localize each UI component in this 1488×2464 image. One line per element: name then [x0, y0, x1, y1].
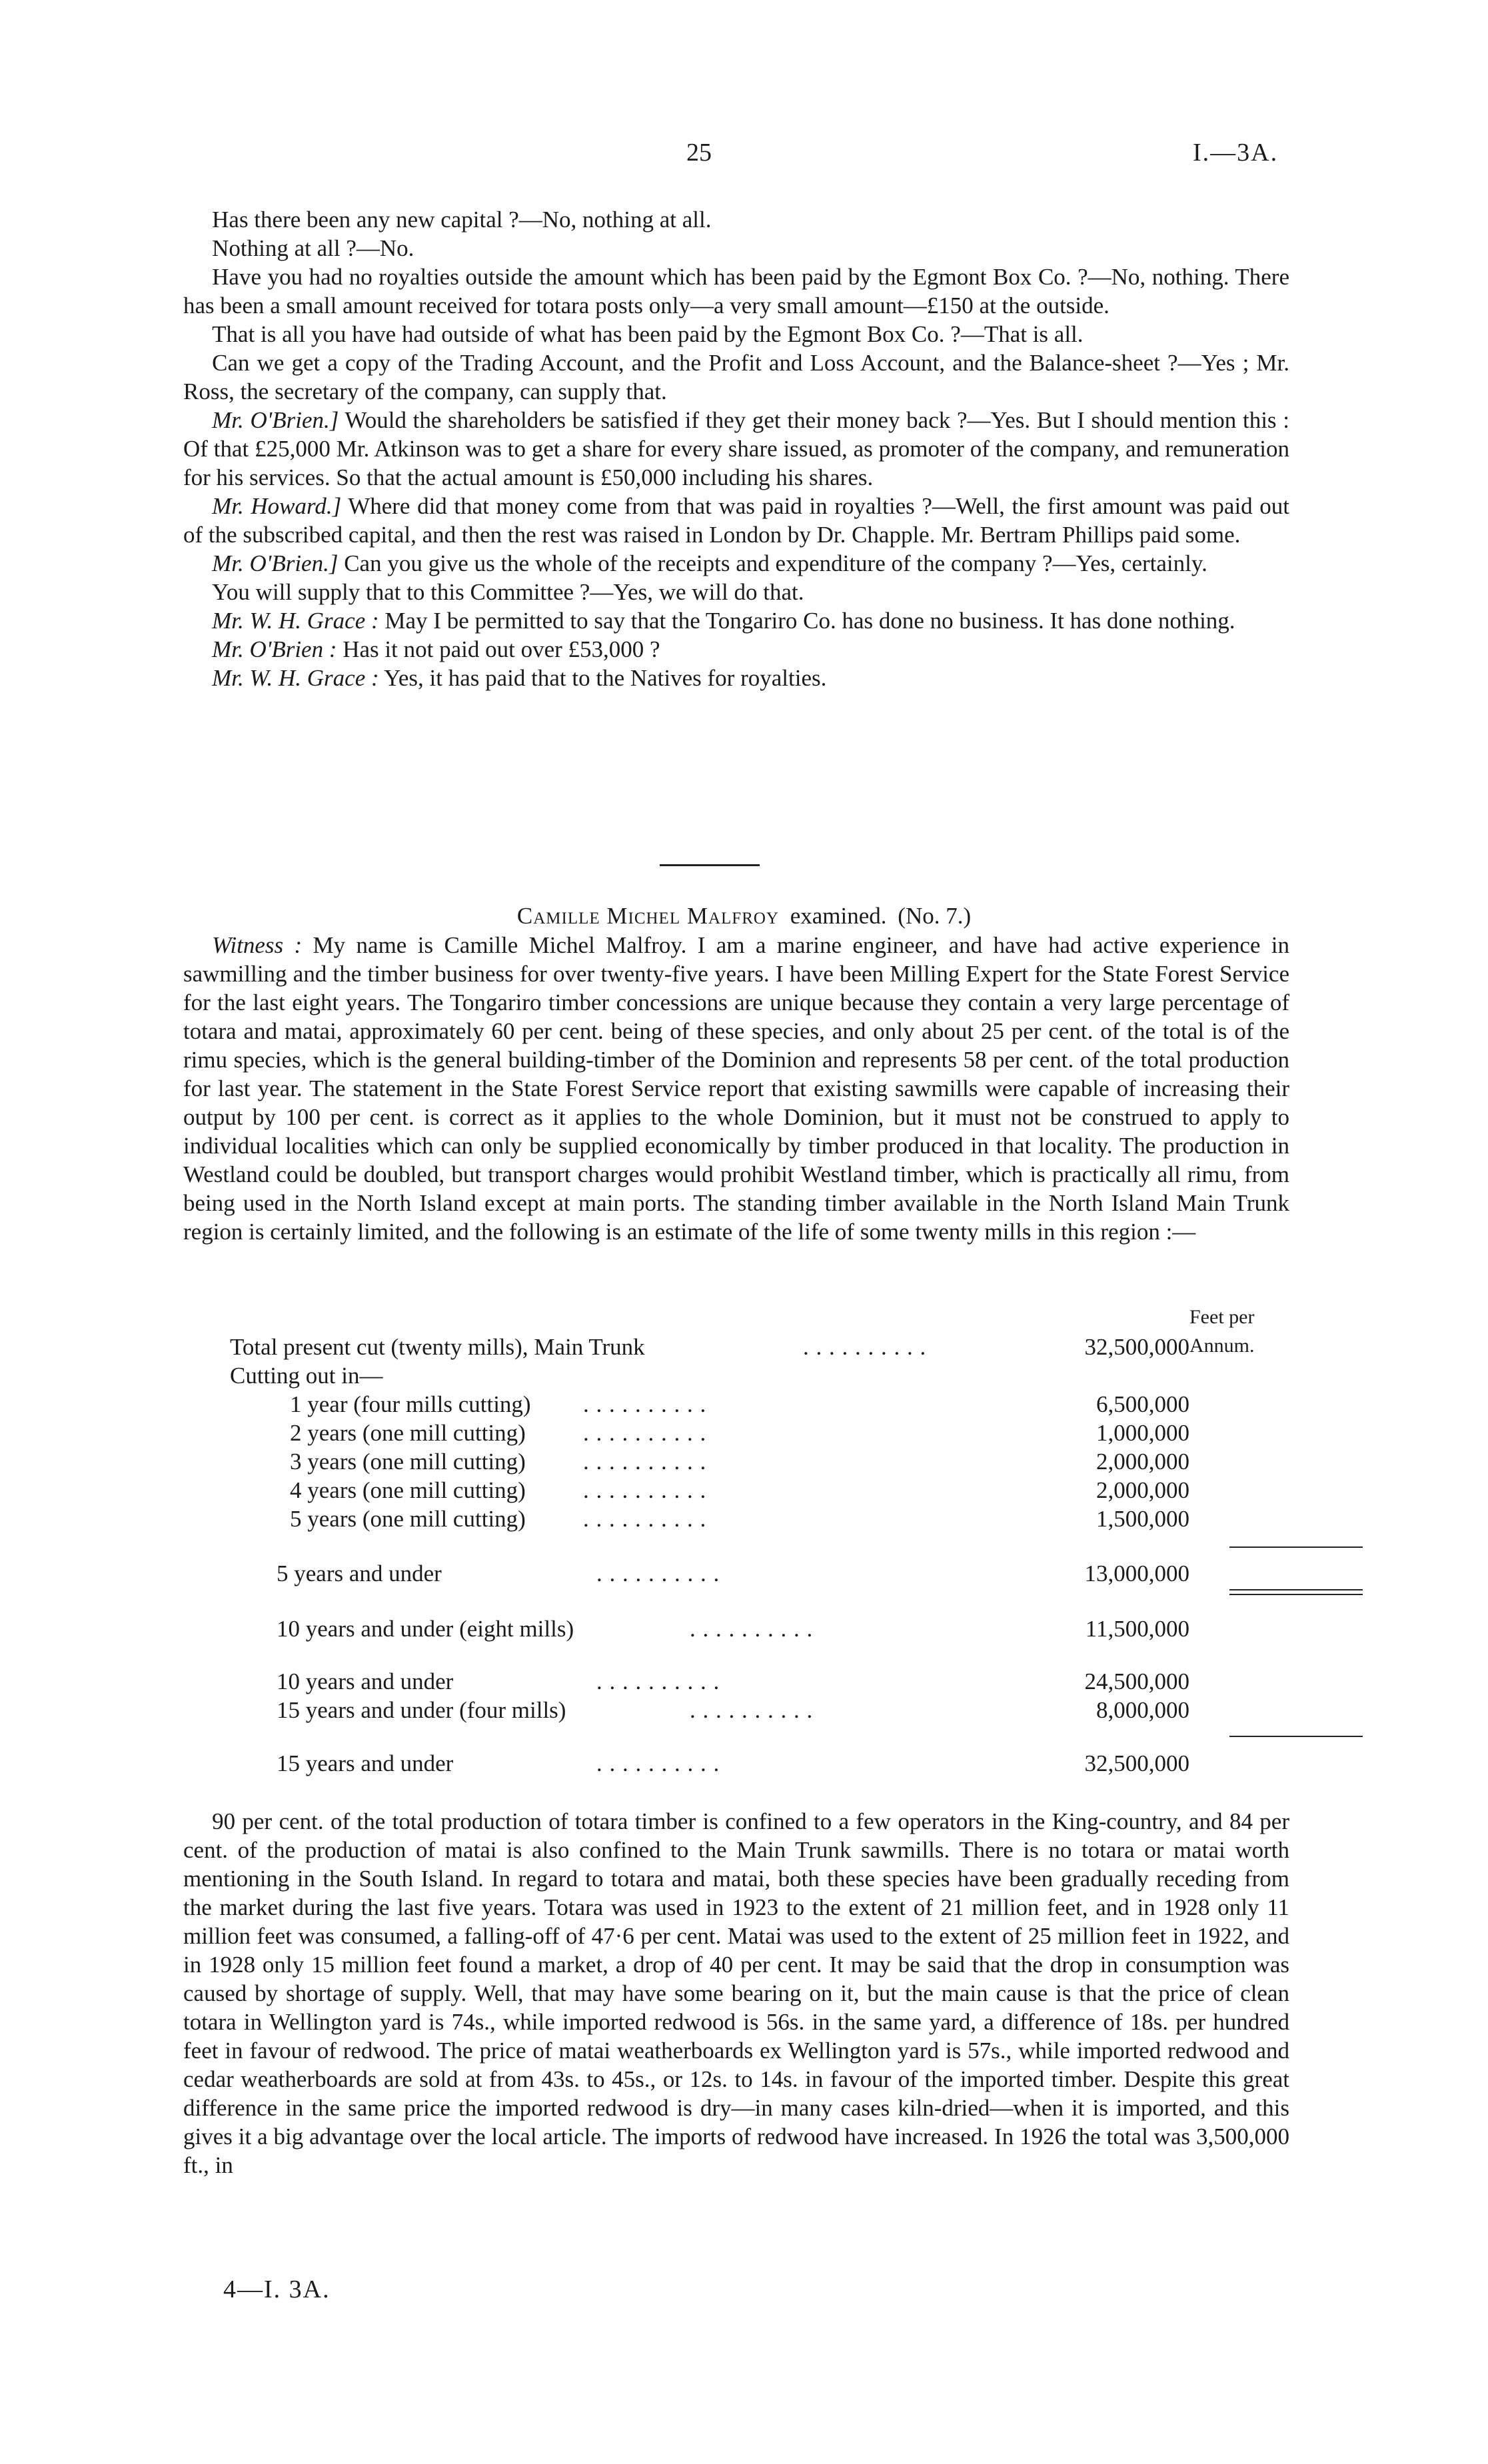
row-value: 6,500,000: [1096, 1391, 1189, 1417]
exchange-paragraph: [183, 406, 1289, 492]
row-label: 2 years (one mill cutting): [290, 1420, 526, 1446]
speaker: Mr. O'Brien :: [212, 636, 337, 662]
speech: Has it not paid out over £53,000 ?: [337, 636, 660, 662]
row-label: 5 years and under: [277, 1560, 442, 1586]
leader-dots: . . . . . . . . . .: [583, 1420, 707, 1446]
table-row: [183, 1614, 1289, 1643]
exchange-paragraph: [183, 664, 1289, 692]
table-row: [183, 1390, 1289, 1419]
row-label: Total present cut (twenty mills), Main Trunk: [230, 1334, 645, 1360]
sum-rule: [1229, 1546, 1363, 1548]
table-row: [183, 1559, 1289, 1588]
qa-line: Has there been any new capital ?—No, nothing at all.: [212, 207, 712, 233]
row-label: 5 years (one mill cutting): [290, 1506, 526, 1532]
row-value: 8,000,000: [1096, 1697, 1189, 1723]
speech: Would the shareholders be satisfied if they get their money back ?—Yes. But I should mention this : Of that £25,000 Mr. Atkinson was to get a share for every share issued, as promoter of the company, and remuneration for his services. So that the actual amount is £50,000 including his shares.: [183, 407, 1289, 490]
leader-dots: . . . . . . . . . .: [583, 1391, 707, 1417]
document-reference: I.—3A.: [1193, 139, 1279, 167]
speaker: Mr. Howard.]: [212, 493, 342, 519]
closing-paragraph: 90 per cent. of the total production of totara timber is confined to a few operators in the King-country, and 84 per cent. of the production of matai is also confined to the Main Trunk sawmills. There is no totara or matai worth mentioning in the South Island. In regard to totara and matai, both these species have been gradually receding from the market during the last five years. Totara was used in 1923 to the extent of 21 million feet, and in 1928 only 11 million feet was consumed, a falling-off of 47·6 per cent. Matai was used to the extent of 25 million feet in 1922, and in 1928 only 15 million feet found a market, a drop of 40 per cent. It may be said that the drop in consumption was caused by shortage of supply. Well, that may have some bearing on it, but the main cause is that the price of clean totara in Wellington yard is 74s., while imported redwood is 56s. in the same yard, a difference of 18s. per hundred feet in favour of redwood. The price of matai weatherboards ex Wellington yard is 57s., while imported redwood and cedar weatherboards are sold at from 43s. to 45s., or 12s. to 14s. in favour of the imported timber. Despite this great difference in the same price the imported redwood is dry—in many cases kiln-dried—when it is imported, and this gives it a big advantage over the local article. The imports of redwood have increased. In 1926 the total was 3,500,000 ft., in: [183, 1808, 1289, 2178]
qa-line: Nothing at all ?—No.: [212, 235, 414, 261]
table-row: [183, 1505, 1289, 1533]
table-unit-header: Feet per Annum.: [1189, 1306, 1255, 1357]
witness-name: Camille Michel Malfroy: [516, 903, 779, 929]
table-row: [183, 1333, 1289, 1361]
speech: You will supply that to this Committee ?—Yes, we will do that.: [212, 579, 804, 605]
row-label: Cutting out in—: [230, 1363, 383, 1389]
row-value: 32,500,000: [1084, 1750, 1189, 1776]
exchange-paragraph: [183, 492, 1289, 549]
row-label: 1 year (four mills cutting): [290, 1391, 531, 1417]
exchange-paragraph: [183, 635, 1289, 664]
leader-dots: . . . . . . . . . .: [583, 1449, 707, 1475]
leader-dots: . . . . . . . . . .: [596, 1750, 720, 1776]
row-label: 10 years and under (eight mills): [277, 1616, 574, 1642]
row-value: 24,500,000: [1084, 1668, 1189, 1694]
speaker: Mr. O'Brien.]: [212, 550, 339, 576]
leader-dots: . . . . . . . . . .: [690, 1616, 814, 1642]
qa-section: [183, 205, 1289, 692]
leader-dots: . . . . . . . . . .: [803, 1334, 927, 1360]
speech: May I be permitted to say that the Tongariro Co. has done no business. It has done nothing.: [378, 608, 1235, 634]
section-heading: [0, 902, 1488, 930]
speaker: Mr. W. H. Grace :: [212, 665, 379, 691]
qa-line: Can we get a copy of the Trading Account, and the Profit and Loss Account, and the Balance-sheet ?—Yes ; Mr. Ross, the secretary of the company, can supply that.: [183, 350, 1289, 404]
table-row: [183, 1696, 1289, 1724]
section-divider: [660, 864, 760, 866]
double-rule: [1229, 1589, 1363, 1595]
table-row: [183, 1476, 1289, 1505]
exchange-paragraph: [183, 606, 1289, 635]
leader-dots: . . . . . . . . . .: [583, 1477, 707, 1503]
exchange-paragraph: [183, 578, 1289, 606]
closing-section: [183, 1807, 1289, 2179]
speech: Where did that money come from that was paid in royalties ?—Well, the first amount was paid out of the subscribed capital, and then the rest was raised in London by Dr. Chapple. Mr. Bertram Phillips paid some.: [183, 493, 1289, 548]
leader-dots: . . . . . . . . . .: [690, 1697, 814, 1723]
table-row: [183, 1749, 1289, 1778]
table-row: [183, 1419, 1289, 1447]
page-footer: 4—I. 3A.: [223, 2275, 331, 2303]
row-label: 3 years (one mill cutting): [290, 1449, 526, 1475]
qa-line: Have you had no royalties outside the amount which has been paid by the Egmont Box Co. ?—No, nothing. There has been a small amount received for totara posts only—a very small amount—£150 at the outside.: [183, 264, 1289, 318]
row-label: 15 years and under (four mills): [277, 1697, 566, 1723]
table-row: [183, 1667, 1289, 1696]
row-value: 2,000,000: [1096, 1477, 1189, 1503]
speech: Yes, it has paid that to the Natives for royalties.: [378, 665, 827, 691]
row-value: 32,500,000: [1084, 1334, 1189, 1360]
leader-dots: . . . . . . . . . .: [596, 1668, 720, 1694]
speaker: Mr. W. H. Grace :: [212, 608, 379, 634]
qa-line: That is all you have had outside of what has been paid by the Egmont Box Co. ?—That is all.: [212, 321, 1084, 347]
leader-dots: . . . . . . . . . .: [596, 1560, 720, 1586]
witness-paragraph: [183, 931, 1289, 1246]
witness-label: Witness :: [212, 932, 303, 958]
speech: Can you give us the whole of the receipts and expenditure of the company ?—Yes, certainly.: [338, 550, 1207, 576]
speaker: Mr. O'Brien.]: [212, 407, 339, 433]
table-row: [183, 1361, 1289, 1390]
witness-section: [183, 931, 1289, 1246]
row-value: 13,000,000: [1084, 1560, 1189, 1586]
sum-rule: [1229, 1736, 1363, 1737]
heading-number: (No. 7.): [898, 903, 972, 929]
leader-dots: . . . . . . . . . .: [583, 1506, 707, 1532]
exchange-paragraph: [183, 549, 1289, 578]
row-label: 10 years and under: [277, 1668, 454, 1694]
row-label: 15 years and under: [277, 1750, 454, 1776]
row-label: 4 years (one mill cutting): [290, 1477, 526, 1503]
witness-text: My name is Camille Michel Malfroy. I am a marine engineer, and have had active experience in sawmilling and the timber business for over twenty-five years. I have been Milling Expert for the State Forest Service for the last eight years. The Tongariro timber concessions are unique because they contain a very large percentage of totara and matai, approximately 60 per cent. being of these species, and only about 25 per cent. of the total is of the rimu species, which is the general building-timber of the Dominion and represents 58 per cent. of the total production for last year. The statement in the State Forest Service report that existing sawmills were capable of increasing their output by 100 per cent. is correct as it applies to the whole Dominion, but it must not be construed to apply to individual localities which can only be supplied economically by timber produced in that locality. The production in Westland could be doubled, but transport charges would prohibit Westland timber, which is practically all rimu, from being used in the North Island except at main ports. The standing timber available in the North Island Main Trunk region is certainly limited, and the following is an estimate of the life of some twenty mills in this region :—: [183, 932, 1290, 1245]
heading-suffix: examined.: [790, 903, 887, 929]
row-value: 1,500,000: [1096, 1506, 1189, 1532]
table-row: [183, 1447, 1289, 1476]
page-number: 25: [686, 139, 712, 167]
row-value: 1,000,000: [1096, 1420, 1189, 1446]
row-value: 11,500,000: [1085, 1616, 1189, 1642]
row-value: 2,000,000: [1096, 1449, 1189, 1475]
page-header: [0, 139, 1488, 172]
